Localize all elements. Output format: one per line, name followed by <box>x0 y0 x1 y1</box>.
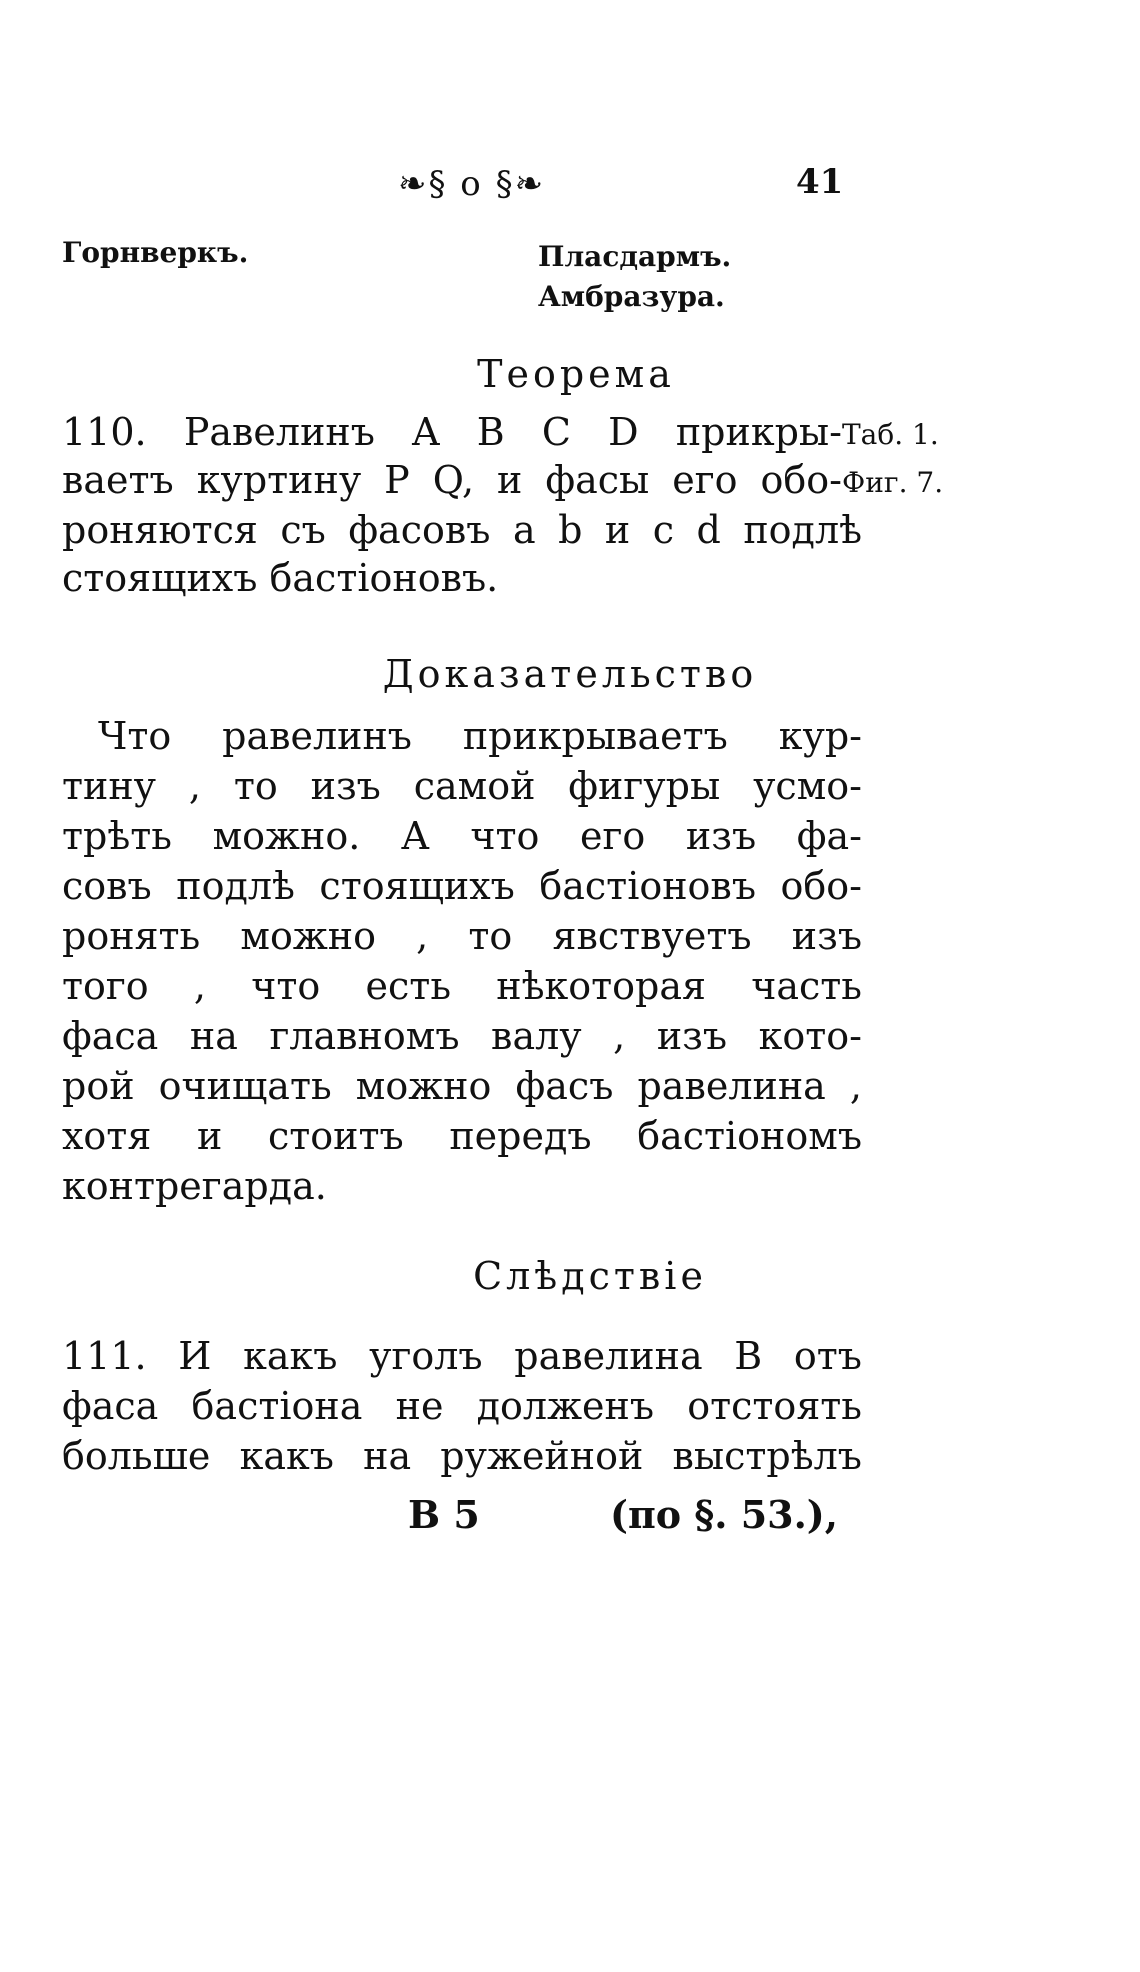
proof-heading: Доказательство <box>382 652 758 696</box>
page-header <box>0 150 1140 210</box>
proof-line: того , что есть нѣкоторая часть <box>62 964 862 1008</box>
proof-line: хотя и стоитъ передъ бастіономъ <box>62 1114 862 1158</box>
signature-mark: B 5 <box>408 1492 480 1537</box>
figure-reference: Фиг. 7. <box>842 466 944 499</box>
corollary-heading: Слѣдствіе <box>473 1254 707 1298</box>
corollary-line: больше какъ на ружейной выстрѣлъ <box>62 1434 862 1478</box>
corollary-line: фаса бастіона не долженъ отстоять <box>62 1384 862 1428</box>
corollary-line: 111. И какъ уголъ равелина B отъ <box>62 1334 862 1378</box>
theorem-line: ваетъ куртину P Q, и фасы его обо- <box>62 458 842 502</box>
proof-line: тину , то изъ самой фигуры усмо- <box>62 764 862 808</box>
proof-line: фаса на главномъ валу , изъ кото- <box>62 1014 862 1058</box>
section-reference: (по §. 53.), <box>610 1492 839 1537</box>
theorem-line: 110. Равелинъ A B C D прикры- <box>62 410 842 454</box>
proof-line: совъ подлѣ стоящихъ бастіоновъ обо- <box>62 864 862 908</box>
theorem-line: стоящихъ бастіоновъ. <box>62 556 499 600</box>
margin-note-right: Амбразура. <box>538 280 725 313</box>
table-reference: Таб. 1. <box>842 418 939 451</box>
margin-note-left: Горнверкъ. <box>62 236 249 269</box>
proof-line: трѣть можно. А что его изъ фа- <box>62 814 862 858</box>
header-ornament: ❧§ o §❧ <box>398 164 546 204</box>
proof-line: контрегарда. <box>62 1164 327 1208</box>
margin-note-right: Пласдармъ. <box>538 240 732 273</box>
theorem-heading: Теорема <box>477 352 675 396</box>
proof-line: ронять можно , то явствуетъ изъ <box>62 914 862 958</box>
proof-line: рой очищать можно фасъ равелина , <box>62 1064 862 1108</box>
proof-line: Что равелинъ прикрываетъ кур- <box>98 714 862 758</box>
page-number: 41 <box>796 162 844 202</box>
theorem-line: роняются съ фасовъ a b и c d подлѣ <box>62 508 862 552</box>
